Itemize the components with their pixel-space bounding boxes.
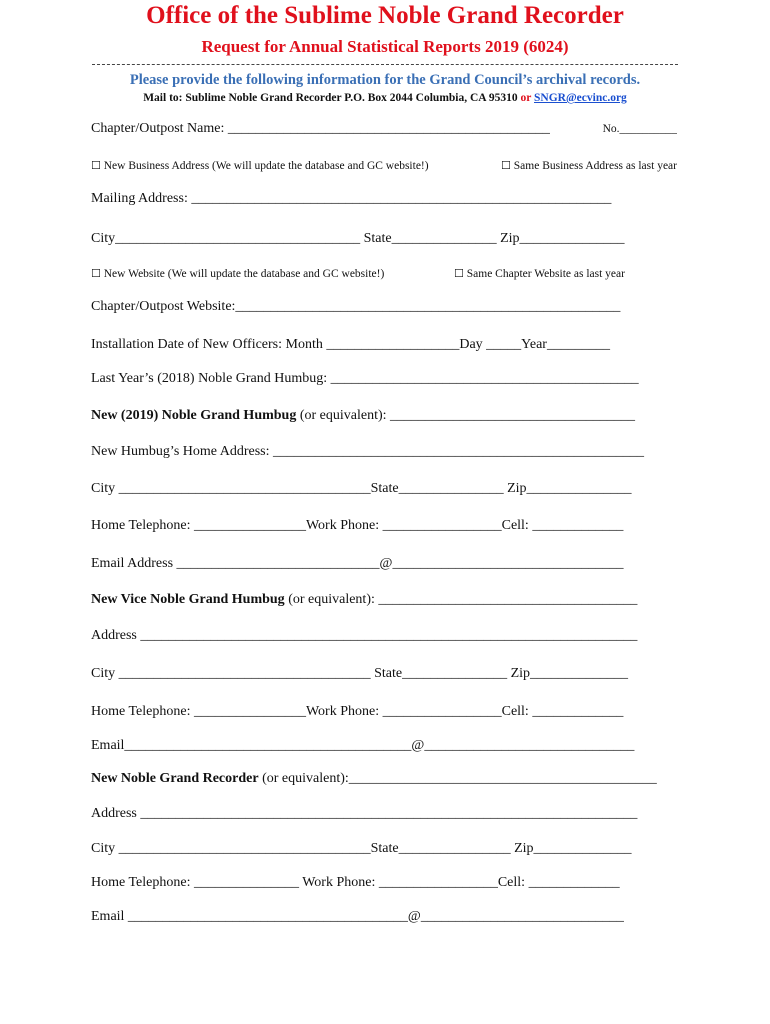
checkbox-icon[interactable]: ☐ <box>91 267 101 280</box>
chapter-name-label: Chapter/Outpost Name: ______________________________________________ <box>91 121 550 136</box>
chapter-no-field[interactable]: No.__________ <box>602 123 677 135</box>
telephones-field-2[interactable]: Home Telephone: ________________Work Phone: _________________Cell: _____________ <box>91 704 624 719</box>
new-business-address-option[interactable] <box>91 160 429 172</box>
chapter-website-field[interactable]: Chapter/Outpost Website:_______________________________________________________ <box>91 299 621 314</box>
email-field-3[interactable]: Email ________________________________________@_____________________________ <box>91 909 624 924</box>
city-state-zip-field-2[interactable]: City ____________________________________State_______________ Zip_______________ <box>91 481 632 496</box>
website-options <box>91 267 677 280</box>
or-text: or <box>520 92 532 104</box>
address-field-3[interactable]: Address _______________________________________________________________________ <box>91 806 638 821</box>
vice-humbug-field[interactable] <box>91 592 677 608</box>
checkbox-icon[interactable]: ☐ <box>454 267 464 280</box>
email-field-1[interactable]: Email Address _____________________________@_________________________________ <box>91 556 624 571</box>
vice-humbug-rest: (or equivalent): _____________________________________ <box>284 592 638 607</box>
city-state-zip-field-3[interactable]: City ____________________________________ State_______________ Zip______________ <box>91 666 629 681</box>
mail-to-line <box>0 92 770 104</box>
telephones-field-3[interactable]: Home Telephone: _______________ Work Phone: _________________Cell: _____________ <box>91 875 620 890</box>
form-title: Office of the Sublime Noble Grand Recorder <box>146 2 624 29</box>
vice-humbug-label: New Vice Noble Grand Humbug <box>91 592 285 607</box>
form-subtitle: Request for Annual Statistical Reports 2019 (6024) <box>201 37 569 56</box>
email-link[interactable]: SNGR@ecvinc.org <box>534 92 627 104</box>
installation-date-field[interactable]: Installation Date of New Officers: Month ___________________Day _____Year_________ <box>91 337 610 352</box>
recorder-field[interactable] <box>91 771 677 787</box>
city-state-zip-field-4[interactable]: City ____________________________________State________________ Zip______________ <box>91 841 632 856</box>
same-website-label: Same Chapter Website as last year <box>466 268 625 280</box>
last-year-humbug-field[interactable]: Last Year’s (2018) Noble Grand Humbug: ____________________________________________ <box>91 371 639 386</box>
business-address-options <box>91 159 677 172</box>
checkbox-icon[interactable]: ☐ <box>501 159 511 172</box>
new-humbug-label: New (2019) Noble Grand Humbug <box>91 408 297 423</box>
chapter-name-field[interactable] <box>91 121 677 137</box>
new-website-option[interactable] <box>91 268 384 280</box>
mail-to-address: Mail to: Sublime Noble Grand Recorder P.O. Box 2044 Columbia, CA 95310 <box>143 92 518 104</box>
instruction-text: Please provide the following information for the Grand Council’s archival records. <box>129 72 641 88</box>
city-state-zip-field-1[interactable]: City___________________________________ State_______________ Zip_______________ <box>91 231 625 246</box>
recorder-rest: (or equivalent):____________________________________________ <box>258 771 657 786</box>
telephones-field-1[interactable]: Home Telephone: ________________Work Phone: _________________Cell: _____________ <box>91 518 624 533</box>
checkbox-icon[interactable]: ☐ <box>91 159 101 172</box>
same-business-address-option[interactable] <box>501 159 677 172</box>
humbug-home-address-field[interactable]: New Humbug’s Home Address: _____________________________________________________ <box>91 444 644 459</box>
new-humbug-rest: (or equivalent): ___________________________________ <box>296 408 636 423</box>
same-website-option[interactable] <box>454 267 625 280</box>
new-humbug-field[interactable] <box>91 408 677 424</box>
recorder-label: New Noble Grand Recorder <box>91 771 259 786</box>
mailing-address-field[interactable]: Mailing Address: ____________________________________________________________ <box>91 191 612 206</box>
email-field-2[interactable]: Email_________________________________________@______________________________ <box>91 738 635 753</box>
address-field-2[interactable]: Address _______________________________________________________________________ <box>91 628 638 643</box>
new-business-address-label: New Business Address (We will update the database and GC website!) <box>103 160 429 172</box>
new-website-label: New Website (We will update the database and GC website!) <box>103 268 385 280</box>
same-business-address-label: Same Business Address as last year <box>513 160 677 172</box>
dashed-divider <box>92 64 678 65</box>
